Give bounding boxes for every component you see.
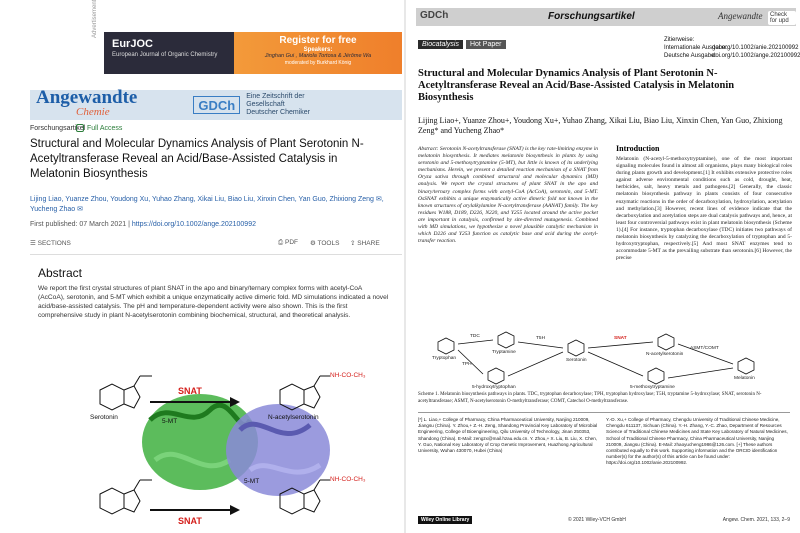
biosynthesis-scheme (418, 322, 790, 392)
gdch-logo: GDCh (193, 96, 240, 114)
sections-label: SECTIONS (37, 240, 71, 247)
advertisement-label: Advertisement (92, 0, 98, 38)
citation-label: Zitierweise: (664, 37, 695, 43)
journal-logo[interactable] (36, 87, 138, 119)
unlock-icon (76, 124, 84, 132)
ad-speakers-label: Speakers: (303, 47, 333, 53)
citation-label: Internationale Ausgabe: (664, 45, 728, 51)
citation-label: Deutsche Ausgabe: (664, 53, 717, 59)
ad-moderator: moderated by Burkhard König (284, 60, 352, 66)
pdf-author-list: Lijing Liao+, Yuanze Zhou+, Youdong Xu+, Yuhao Zhang, Xikai Liu, Biao Liu, Xinxin Chen, Yan Guo, Zhixiong Zeng* and Yucheng Zhao* (418, 116, 783, 135)
first-published: First published: 07 March 2021 (30, 221, 127, 228)
snat-label-bottom: SNAT (178, 516, 202, 526)
ad-subtitle: European Journal of Organic Chemistry (112, 52, 218, 58)
pdf-section-title: Forschungsartikel (548, 11, 635, 22)
hot-paper-badge: Hot Paper (466, 40, 506, 49)
graphical-abstract[interactable] (30, 370, 402, 530)
category-badge: Biocatalysis (418, 40, 463, 49)
scheme-asmt-comt: ASMT/COMT (690, 346, 719, 351)
wiley-logo: Wiley Online Library (418, 516, 472, 524)
access-label: Full Access (87, 124, 123, 132)
citation-value[interactable]: doi.org/10.1002/anie.202100992 (712, 45, 799, 51)
full-access-badge (76, 124, 122, 132)
n-acetylserotonin-label: N-acetylserotonin (268, 414, 319, 421)
citation-value (712, 36, 800, 44)
scheme-serotonin: Serotonin (566, 358, 587, 363)
pdf-page-panel (404, 0, 800, 533)
share-label: SHARE (357, 240, 380, 247)
article-type: Forschungsartikel (30, 125, 86, 132)
scheme-snat: SNAT (614, 336, 627, 341)
citation-values (712, 36, 800, 60)
abstract-heading: Abstract (38, 266, 83, 280)
serotonin-structure (100, 376, 152, 410)
scheme-figure (418, 322, 790, 392)
journal-banner[interactable] (30, 87, 402, 120)
serotonin-label: Serotonin (90, 414, 118, 421)
acetyl-group-bottom: NH-CO-CH₃ (330, 476, 366, 483)
author-list[interactable]: Lijing Liao, Yuanze Zhou, Youdong Xu, Yuhao Zhang, Xikai Liu, Biao Liu, Xinxin Chen, Yan Guo, Zhixiong Zeng ✉, Yucheng Zhao ✉ (30, 196, 384, 213)
journal-tagline: Eine Zeitschrift der Gesellschaft Deutscher Chemiker (246, 93, 310, 116)
journal-name-2: Chemie (76, 106, 110, 118)
affiliations-block (418, 412, 790, 512)
scheme-n-acetylserotonin: N-acetylserotonin (646, 352, 684, 357)
ad-banner[interactable] (104, 32, 402, 74)
pdf-journal-logo: Angewandte (718, 11, 763, 21)
citation-value[interactable]: doi.org/10.1002/ange.202100992 (712, 53, 800, 59)
ad-cta-block[interactable] (234, 32, 402, 74)
scheme-5-hydroxytryptophan: 5-hydroxytryptophan (472, 385, 516, 390)
pdf-label: PDF (285, 239, 299, 246)
pdf-abstract: Abstract: Serotonin N-acetyltransferase (SNAT) is the key rate-limiting enzyme in melatonin biosynthesis. It mediates melatonin biosynthesis in plants by using serotonin and 5-methoxytryptamine (5-MT), but little is known of its underlying mechanisms. Herein, we present a detailed reaction mechanism of a SNAT from Oryza sativa through combined structural and molecular dynamics (MD) analysis. We report the crystal structures of plant SNAT in the apo and binary/ternary complex forms with acetyl-CoA (AcCoA), serotonin, and 5-MT. OsSNAT exhibits a unique enzymatically active dimeric fold not known in the known structures of arylalkylamine N-acetyltransferase (AANAT) family. The key residues W188, D189, D226, N220, and Y255 located around the active pocket are important in catalysis, confirmed by site-directed mutagenesis. Combined with MD simulations, we hypothesize a novel plausible catalytic mechanism in which D226 and Y253 function as catalytic base and acid during the acetyl-transfer reaction. (418, 146, 598, 245)
sections-button[interactable]: ☰ SECTIONS (30, 240, 71, 247)
introduction-text: Melatonin (N-acetyl-5-methoxytryptamine), one of the most important signaling molecules found in almost all organisms, plays many biological roles during plants growth and development.[1] It exhibits extensive protective roles against adverse environmental conditions such as cold, drought, heat, herbicides, salt, heavy metals and pathogens.[2] Generally, the classic melatonin biosynthesis pathway in plants consists of four consecutive enzymatic reactions in the order of decarboxylation, hydroxylation, acetylation and methylation.[3] However, recent lines of evidence indicate that the decarboxylation and acetylation steps are dual catalysis pathways and, hence, at least four controversial pathways exist in plant melatonin biosynthesis (Scheme 1).[4] For instance, tryptophan decarboxylase (TDC) initiates two pathways of melatonin biosynthesis by catalyzing the decarboxylation of tryptophan and 5-hydroxytryptophan, respectively.[5] And most SNAT enzymes tend to accommodate 5-MT as the prevailing substrate than serotonin.[6] However, the precise (616, 156, 792, 262)
pdf-article-title: Structural and Molecular Dynamics Analysis of Plant Serotonin N-Acetyltransferase Reveal an Acid/Base-Assisted Catalysis in Melatonin Biosynthesis (418, 68, 735, 103)
page-reference: Angew. Chem. 2021, 133, 2–9 (722, 517, 790, 523)
acetyl-group-top: NH-CO-CH₃ (330, 372, 366, 379)
ad-speaker-names: Jinghan Gui , Mariola Tortosa & Jérôme Wa (264, 53, 372, 59)
affiliations-left: [*] L. Liao,+ College of Pharmacy, China Pharmaceutical University, Nanjing 210009, Jiangsu (China). Y. Zhou,+ Z.-H. Zeng, Shandong Provincial Key Laboratory of Microbial Engineering, College of Bioengineering, Qilu University of Technology, Jinan 250353, Shandong (China). E-Mail: zengzx@mail.hzau.edu.cn. Y. Zhou,+ X. Liu, B. Liu, X. Chen, Y. Guo, National Key Laboratory of Crop Genetic Improvement, Huazhong Agricultural University, Wuhan 430070, Hubei (China) (418, 417, 598, 454)
tools-label: TOOLS (317, 240, 340, 247)
article-badges (418, 40, 506, 49)
article-toolbar (30, 239, 400, 253)
pdf-society-logo: GDCh (420, 10, 449, 21)
scheme-5-methoxytryptamine: 5-methoxytryptamine (630, 385, 675, 390)
pdf-button[interactable]: ⎙ PDF (278, 239, 299, 246)
scheme-t5h: T5H (536, 336, 546, 341)
5mt-label-b: 5-MT (244, 478, 260, 485)
share-button[interactable]: ⇪ SHARE (350, 240, 380, 247)
journal-name: Angewandte (36, 87, 138, 108)
pdf-footer (418, 516, 790, 526)
toolbar-divider (30, 254, 402, 255)
5mt-label-a: 5-MT (162, 418, 178, 425)
scheme-tdc: TDC (470, 334, 480, 339)
ad-register-button[interactable]: Register for free (279, 35, 357, 46)
ad-brand-block (104, 32, 234, 74)
abstract-text: We report the first crystal structures of plant SNAT in the apo and binary/ternary complex forms with acetyl-CoA (AcCoA), serotonin, and 5-MT which exhibit a unique enzymatically active dimeric fold. MD simulations indicated a novel acid/base-assisted catalysis. The pH and temperature-dependent activity were also shown. This is the first comprehensive study in plant N-acetylserotonin combining biochemical, structural, and theoretical analysis. (38, 285, 389, 319)
scheme-tryptamine: Tryptamine (492, 350, 516, 355)
5mt-structure (100, 480, 152, 514)
scheme-tryptophan: Tryptophan (432, 356, 457, 361)
snat-label-top: SNAT (178, 386, 202, 396)
scheme-caption: Scheme 1. Melatonin biosynthesis pathways in plants. TDC, tryptophan decarboxylase; TPH, tryptophan hydroxylase; T5H, tryptamine 5-hydroxylase; SNAT, serotonin N-acetyltransferase; ASMT, N-acetylserotonin O-methyltransferase; COMT, Catechol O-methyltransferase. (418, 392, 762, 404)
check-for-updates-button[interactable]: Check for upd (768, 11, 796, 25)
tools-button[interactable]: ⚙ TOOLS (310, 240, 340, 247)
article-title: Structural and Molecular Dynamics Analysis of Plant Serotonin N-Acetyltransferase Reveal an Acid/Base-Assisted Catalysis in Melatonin Biosynthesis (30, 138, 364, 180)
graphical-abstract-figure (30, 370, 402, 530)
affiliations-right: Y.-D. Xu,+ College of Pharmacy, Chengdu University of Traditional Chinese Medicine, Chengdu 611137, Sichuan (China). Y.-H. Zhang, Y.-C. Zhao, Department of Resources Science of Traditional Chinese Medicines and State Key Laboratory of Natural Medicines, School of Traditional Chinese Pharmacy, China Pharmaceutical University, Nanjing 210009, Jiangsu (China). E-Mail: zhaoyucheng1986@126.com. [+] These authors contributed equally to this work. Supporting information and the ORCID identification number(s) for the author(s) of this article can be found under: https://doi.org/10.1002/anie.202100992. (606, 417, 788, 466)
introduction-heading: Introduction (616, 144, 660, 153)
pdf-page-header (416, 8, 796, 26)
copyright: © 2021 Wiley-VCH GmbH (568, 517, 626, 523)
scheme-melatonin: Melatonin (734, 376, 755, 381)
doi-link[interactable]: https://doi.org/10.1002/ange.202100992 (131, 221, 256, 228)
scheme-tph: TPH (462, 362, 472, 367)
ad-brand: EurJOC (112, 38, 153, 50)
publication-info: First published: 07 March 2021 | https://doi.org/10.1002/ange.202100992 (30, 221, 256, 228)
